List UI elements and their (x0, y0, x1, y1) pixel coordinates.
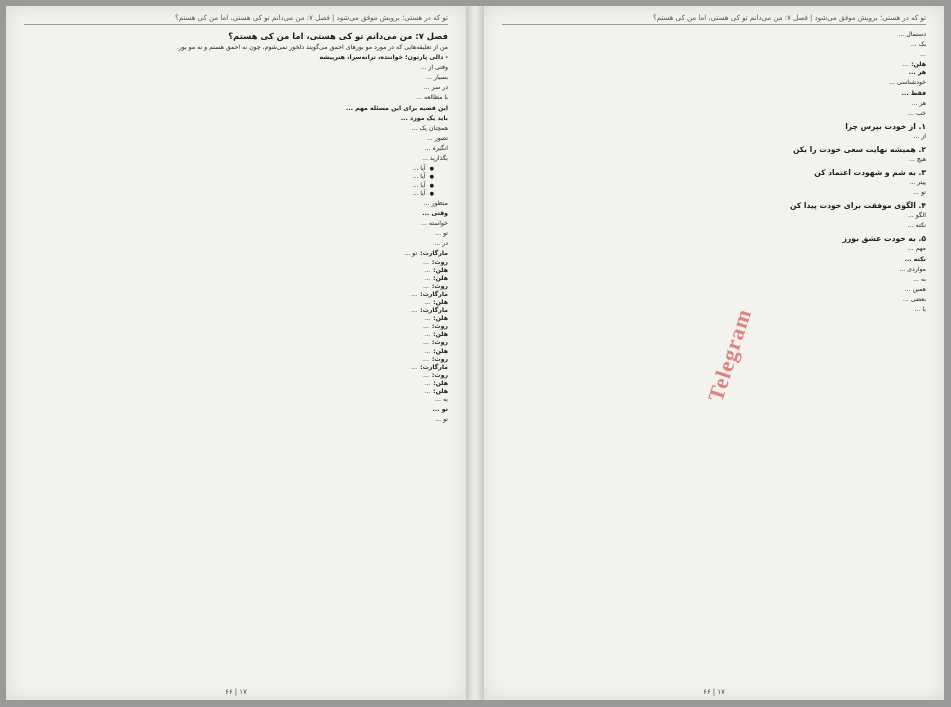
section-heading: ۱. از خودت بپرس چرا (845, 121, 926, 131)
dialogue-line (24, 364, 448, 372)
page-number: ۶۶ | ۱۷ (703, 688, 725, 696)
paragraph: الگو ... (907, 212, 926, 220)
paragraph: از ... (913, 132, 926, 140)
speaker: هلن: (433, 266, 448, 274)
paragraph: منظور ... (423, 199, 448, 207)
dialogue-text: ... (424, 379, 431, 387)
dialogue-text: ... (411, 307, 418, 315)
paragraph: در سر ... (423, 84, 448, 92)
list-item: ● آیا ... (24, 165, 434, 173)
speaker: روث: (431, 323, 448, 331)
bold-paragraph: هر ... (908, 69, 926, 77)
speaker: هلن: (911, 61, 926, 69)
paragraph: بعضی ... (902, 295, 926, 303)
paragraph: تو ... (435, 230, 448, 238)
dialogue-line (24, 356, 448, 364)
paragraph: بگذارید ... (422, 155, 448, 163)
paragraph: به ... (435, 396, 448, 404)
dialogue-line (24, 275, 448, 283)
speaker: هلن: (433, 274, 448, 282)
dialogue-line (24, 291, 448, 299)
paragraph: به ... (913, 275, 926, 283)
bold-paragraph: وقتی ... (422, 210, 448, 218)
paragraph: همچنان یک ... (411, 124, 448, 132)
dialogue-line (24, 299, 448, 307)
bold-paragraph: این قضیه برای این مسئله مهم ... (345, 104, 448, 112)
dialogue-text: ... (422, 339, 429, 347)
speaker: هلن: (433, 388, 448, 395)
paragraph: یک ... (910, 41, 926, 49)
paragraph: مهم ... (907, 245, 926, 253)
dialogue-text: ... (411, 290, 418, 298)
paragraph: مواردی ... (899, 265, 926, 273)
dialogue-line (24, 307, 448, 315)
speaker: روث: (431, 371, 448, 379)
dialogue-line (24, 380, 448, 388)
left-page (6, 6, 466, 700)
bold-paragraph: باید یک مورد ... (400, 114, 448, 122)
paragraph: تصور ... (426, 134, 448, 142)
dialogue-text: ... (424, 347, 431, 355)
epigraph: من از تعلیقه‌هایی که در مورد مو بورهای احمق می‌گویند دلخور نمی‌شوم، چون نه احمق هستم و نه مو بور. (176, 44, 448, 51)
bold-paragraph: فقط ... (901, 89, 926, 97)
running-head: تو که در هستی؛ برویش موفق می‌شود | فصل ۷: من می‌دانم تو کی هستی، اما من کی هستم؟ (502, 14, 926, 25)
dialogue-text: ... (902, 61, 909, 69)
book-gutter (466, 6, 484, 700)
list-item: ● آیا ... (24, 190, 434, 198)
speaker: روث: (431, 355, 448, 363)
dialogue-text: ... (422, 323, 429, 331)
dialogue-line (24, 348, 448, 356)
speaker: مارگارت: (420, 250, 448, 258)
dialogue-line (24, 267, 448, 275)
paragraph: هر ... (911, 99, 926, 107)
speaker: هلن: (433, 298, 448, 306)
section-heading: ۳. به شم و شهودت اعتماد کن (814, 168, 926, 178)
page-number: ۶۶ | ۱۷ (225, 688, 247, 696)
dialogue-text: ... (424, 298, 431, 306)
paragraph: با مطالعه ... (416, 94, 448, 102)
dialogue-line (24, 315, 448, 323)
dialogue-text: ... (422, 355, 429, 363)
dialogue-text: ... (424, 266, 431, 274)
section-heading: ۴. الگوی موفقت برای خودت پیدا کن (789, 201, 926, 211)
paragraph: نکته ... (907, 222, 926, 230)
section-heading: ۲. همیشه نهایت سعی خودت را بکن (792, 144, 926, 154)
right-page (484, 6, 944, 700)
dialogue-text: ... (411, 363, 418, 371)
page-content (24, 31, 448, 424)
dialogue-line (24, 331, 448, 339)
dialogue-text: ... (422, 371, 429, 379)
dialogue-line (24, 339, 448, 347)
list-item: ● آیا ... (24, 173, 434, 181)
dialogue-line (24, 259, 448, 267)
paragraph: خواسته ... (421, 220, 448, 228)
paragraph: انگیزه ... (424, 144, 448, 152)
speaker: هلن: (433, 315, 448, 323)
paragraph: در ... (434, 240, 448, 248)
speaker: مارگارت: (420, 363, 448, 371)
section-heading: ۵. به خودت عشق بورز (842, 234, 926, 244)
paragraph: خب ... (908, 109, 926, 117)
dialogue-text: ... (422, 258, 429, 266)
dialogue-line (24, 283, 448, 291)
speaker: روث: (431, 258, 448, 266)
dialogue-text: ... (424, 315, 431, 323)
paragraph: پیتر ... (909, 179, 926, 187)
speaker: روث: (431, 282, 448, 290)
paragraph: با ... (914, 305, 926, 313)
list-item: ● آیا ... (24, 182, 434, 190)
dialogue-line (24, 250, 448, 258)
dialogue-text: ... (424, 274, 431, 282)
running-head: تو که در هستی؛ برویش موفق می‌شود | فصل ۷: من می‌دانم تو کی هستی، اما من کی هستم؟ (24, 14, 448, 25)
paragraph: تو ... (913, 189, 926, 197)
speaker: مارگارت: (420, 307, 448, 315)
paragraph: ... (920, 51, 926, 59)
dialogue-line (24, 372, 448, 380)
page-content (502, 31, 926, 314)
paragraph: خودشناسی ... (889, 79, 926, 87)
speaker: روث: (431, 339, 448, 347)
bold-paragraph: تو ... (432, 406, 448, 414)
dialogue-line (24, 323, 448, 331)
speaker: هلن: (433, 331, 448, 339)
paragraph: همین ... (904, 285, 926, 293)
bold-paragraph: نکته ... (904, 255, 926, 263)
dialogue (24, 250, 448, 396)
dialogue-line (24, 388, 448, 396)
epigraph-attribution: - دالی پارتون؛ خواننده، ترانه‌سرا، هنرپیشه (319, 54, 448, 62)
chapter-title: فصل ۷: من می‌دانم تو کی هستی، اما من کی هستم؟ (228, 31, 448, 41)
dialogue-text: ... (422, 282, 429, 290)
dialogue-line (502, 61, 926, 69)
speaker: هلن: (433, 347, 448, 355)
speaker: هلن: (433, 379, 448, 387)
dialogue-text: تو ... (404, 250, 418, 258)
paragraph: بسیار ... (426, 74, 448, 82)
question-list (24, 165, 434, 198)
dialogue-text: ... (424, 331, 431, 339)
paragraph: وقتی از ... (420, 64, 448, 72)
paragraph: تو ... (435, 416, 448, 424)
paragraph: دستمال ... (898, 31, 926, 38)
speaker: مارگارت: (420, 290, 448, 298)
paragraph: هیچ ... (909, 155, 926, 163)
dialogue-text: ... (424, 388, 431, 395)
watermark-stamp: Telegram (702, 305, 757, 405)
